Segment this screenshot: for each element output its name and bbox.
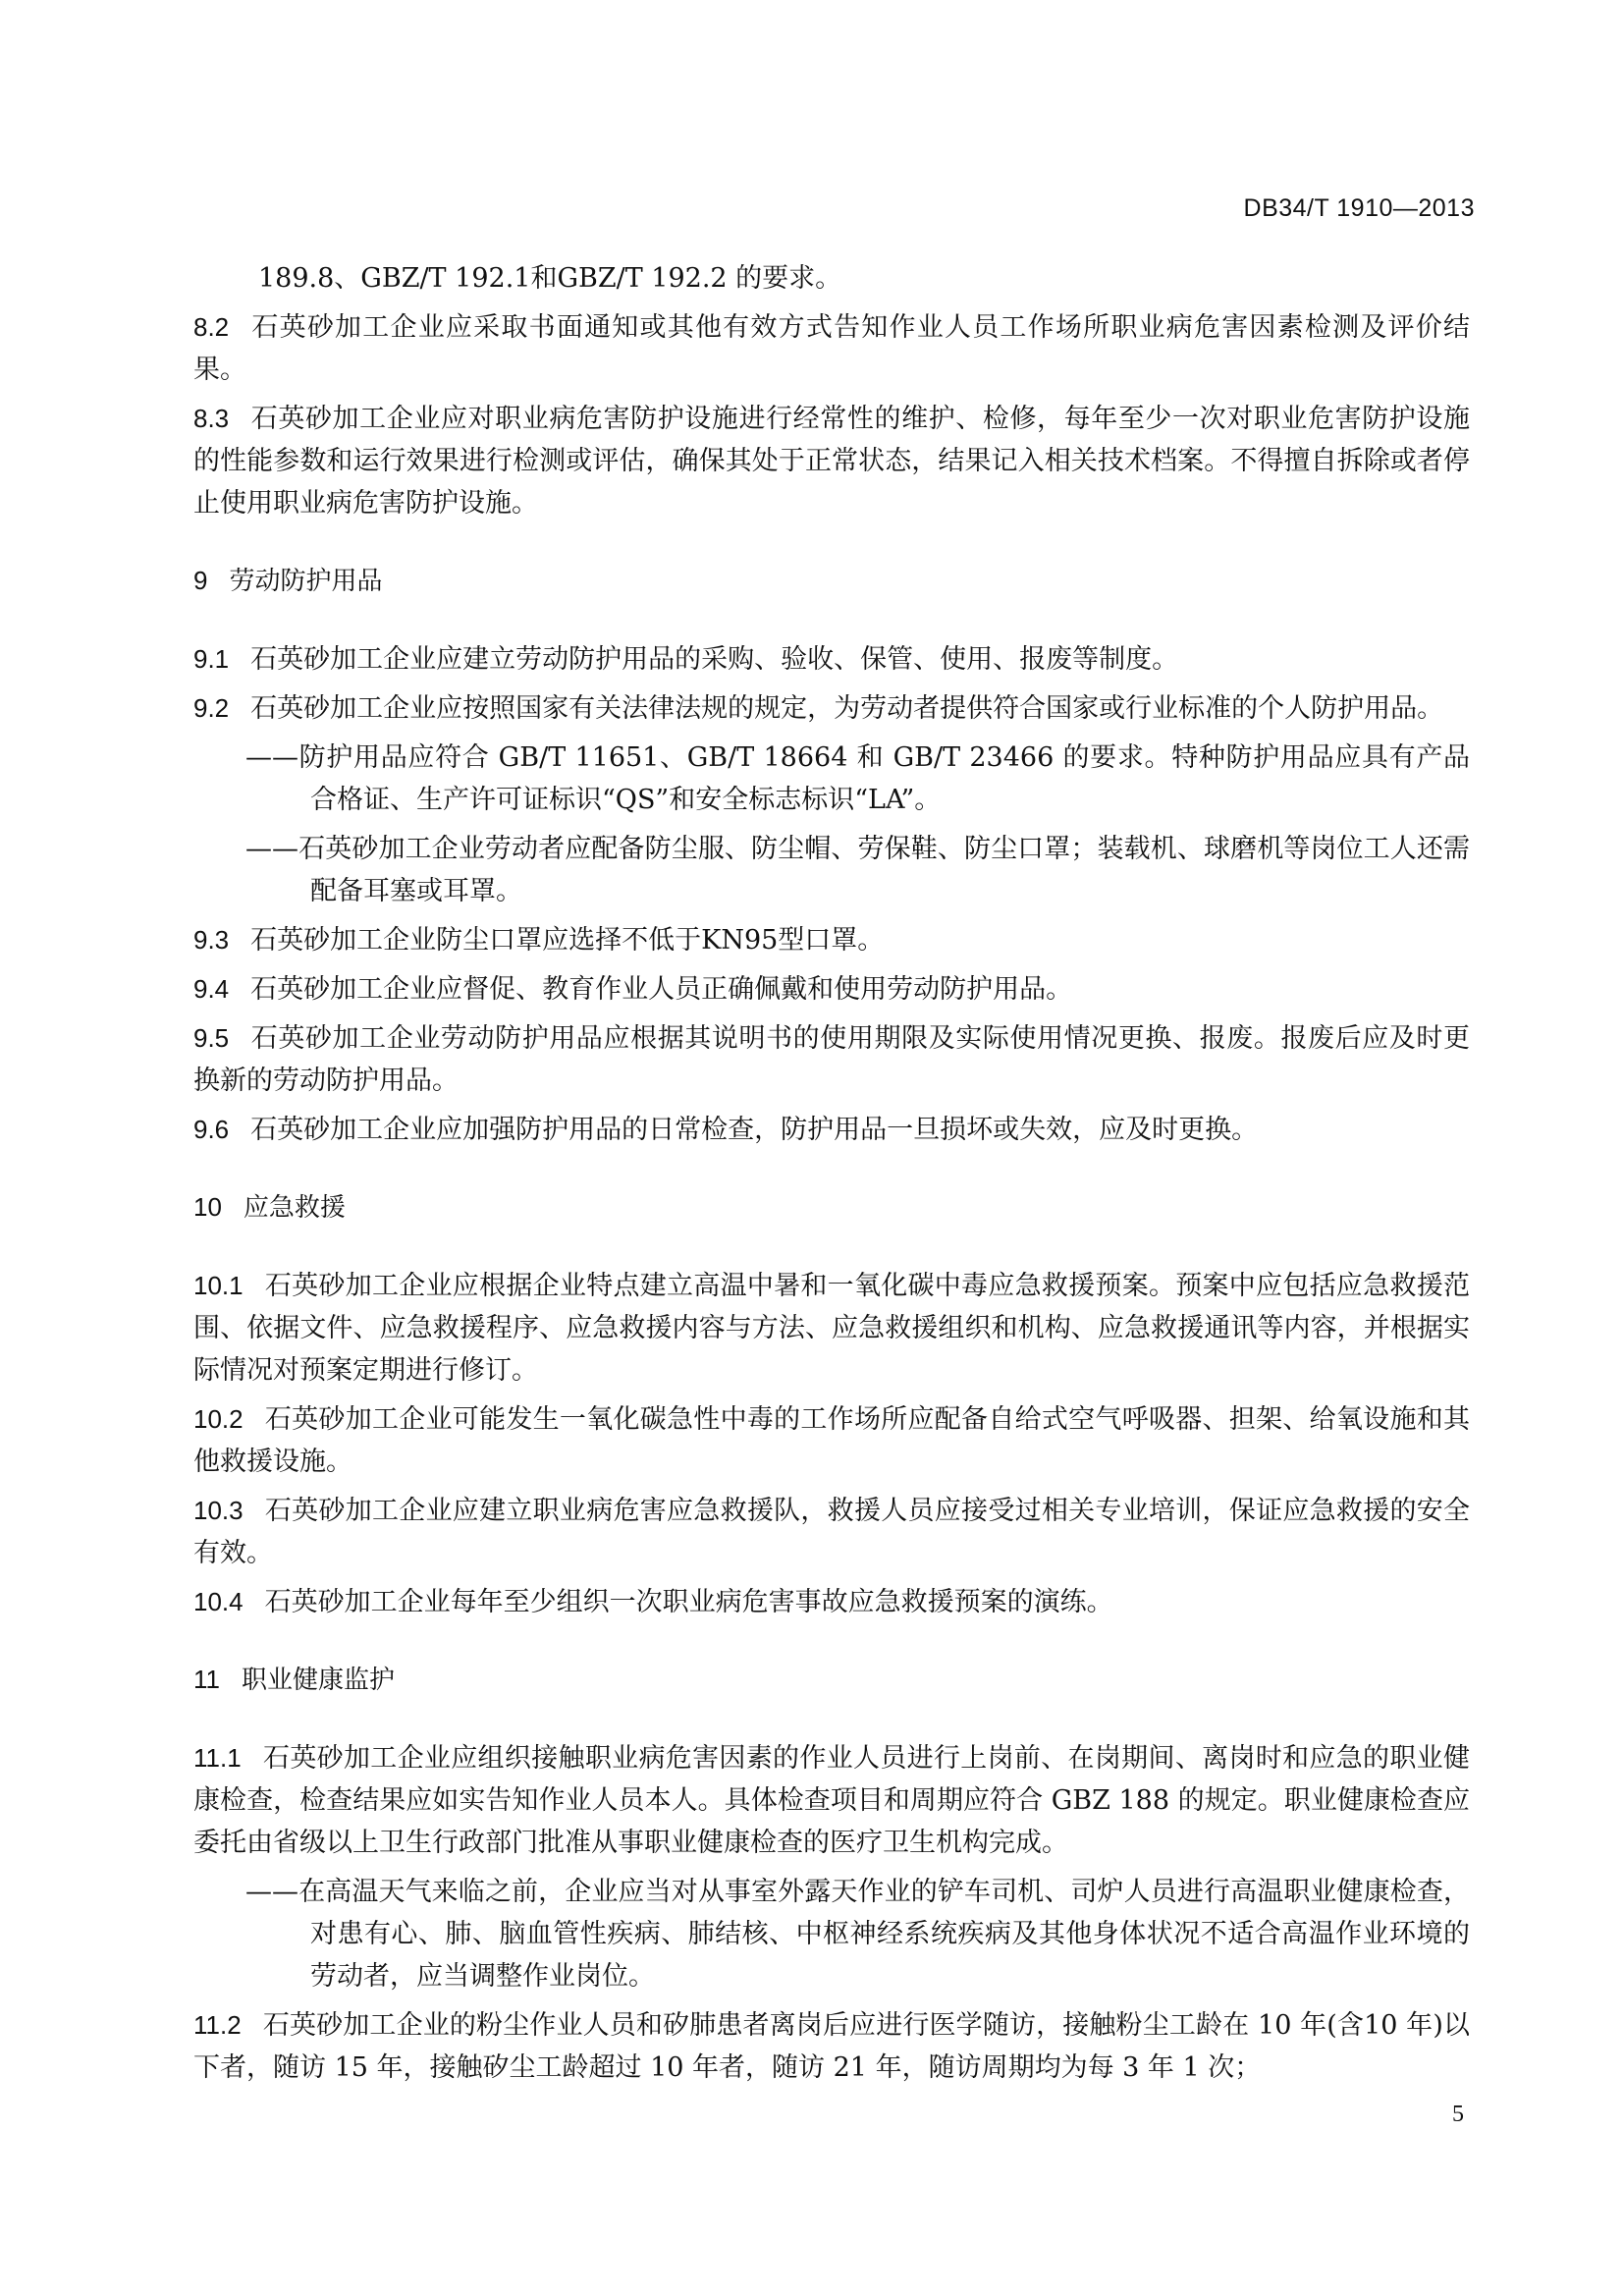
page-number: 5: [1452, 2102, 1464, 2127]
clause-number: 9.5: [193, 1023, 230, 1053]
clause-paragraph: [193, 1017, 1470, 1102]
document-body: [193, 257, 1470, 2096]
clause-text: 石英砂加工企业应组织接触职业病危害因素的作业人员进行上岗前、在岗期间、离岗时和应急的职业健康检查，检查结果应如实告知作业人员本人。具体检查项目和周期应符合 GBZ 188 的规定。职业健康检查应委托由省级以上卫生行政部门批准从事职业健康检查的医疗卫生机构完成。: [193, 1743, 1470, 1858]
clause-paragraph: [193, 919, 1470, 961]
clause-paragraph: [193, 1490, 1470, 1574]
clause-text: 石英砂加工企业应建立劳动防护用品的采购、验收、保管、使用、报废等制度。: [250, 644, 1179, 675]
section-title: 职业健康监护: [242, 1666, 396, 1695]
clause-number: 9.2: [193, 693, 230, 723]
continuation-line: 189.8、GBZ/T 192.1和GBZ/T 192.2 的要求。: [258, 263, 842, 294]
standard-code-header: DB34/T 1910—2013: [1243, 194, 1475, 222]
clause-number: 11.2: [193, 2010, 242, 2040]
clause-text: 石英砂加工企业防尘口罩应选择不低于KN95型口罩。: [250, 925, 885, 956]
clause-paragraph: [193, 687, 1470, 730]
clause-text: 石英砂加工企业应建立职业病危害应急救援队，救援人员应接受过相关专业培训，保证应急救援的安全有效。: [193, 1496, 1470, 1568]
clause-text: 石英砂加工企业应采取书面通知或其他有效方式告知作业人员工作场所职业病危害因素检测及评价结果。: [193, 312, 1470, 385]
clause-text: 石英砂加工企业应对职业病危害防护设施进行经常性的维护、检修，每年至少一次对职业危害防护设施的性能参数和运行效果进行检测或评估，确保其处于正常状态，结果记入相关技术档案。不得擅自拆除或者停止使用职业病危害防护设施。: [193, 404, 1470, 519]
section-title: 应急救援: [243, 1193, 346, 1223]
clause-paragraph: [193, 968, 1470, 1011]
clause-text: 石英砂加工企业应根据企业特点建立高温中暑和一氧化碳中毒应急救援预案。预案中应包括应急救援范围、依据文件、应急救援程序、应急救援内容与方法、应急救援组织和机构、应急救援通讯等内容，并根据实际情况对预案定期进行修订。: [193, 1271, 1470, 1386]
section-number: 10: [193, 1192, 222, 1222]
clause-paragraph: [193, 1581, 1470, 1623]
section-number: 11: [193, 1665, 220, 1694]
section-heading: [193, 1186, 1470, 1230]
list-item: ——防护用品应符合 GB/T 11651、GB/T 18664 和 GB/T 23466 的要求。特种防护用品应具有产品合格证、生产许可证标识“QS”和安全标志标识“LA”。: [245, 742, 1470, 815]
clause-paragraph: [193, 398, 1470, 524]
clause-text: 石英砂加工企业的粉尘作业人员和矽肺患者离岗后应进行医学随访，接触粉尘工龄在 10 年(含10 年)以下者，随访 15 年，接触矽尘工龄超过 10 年者，随访 21 年，随访周期均为每 3 年 1 次；: [193, 2010, 1470, 2083]
clause-text: 石英砂加工企业应督促、教育作业人员正确佩戴和使用劳动防护用品。: [250, 974, 1073, 1005]
section-heading: [193, 560, 1470, 603]
clause-text: 石英砂加工企业可能发生一氧化碳急性中毒的工作场所应配备自给式空气呼吸器、担架、给氧设施和其他救援设施。: [193, 1404, 1470, 1477]
section-heading: [193, 1659, 1470, 1702]
clause-number: 9.1: [193, 644, 230, 674]
clause-number: 10.1: [193, 1271, 243, 1300]
section-title: 劳动防护用品: [229, 567, 383, 596]
clause-number: 10.3: [193, 1496, 243, 1525]
clause-text: 石英砂加工企业应加强防护用品的日常检查，防护用品一旦损坏或失效，应及时更换。: [250, 1115, 1259, 1145]
clause-paragraph: [193, 306, 1470, 391]
clause-paragraph: [193, 1737, 1470, 1864]
clause-number: 9.3: [193, 925, 230, 955]
clause-number: 9.6: [193, 1115, 230, 1144]
clause-number: 10.2: [193, 1404, 243, 1434]
clause-paragraph: [193, 2004, 1470, 2089]
clause-number: 9.4: [193, 974, 230, 1004]
list-item: ——石英砂加工企业劳动者应配备防尘服、防尘帽、劳保鞋、防尘口罩；装载机、球磨机等岗位工人还需配备耳塞或耳罩。: [245, 834, 1470, 906]
clause-text: 石英砂加工企业劳动防护用品应根据其说明书的使用期限及实际使用情况更换、报废。报废后应及时更换新的劳动防护用品。: [193, 1023, 1470, 1096]
clause-paragraph: [193, 638, 1470, 681]
clause-number: 10.4: [193, 1587, 243, 1616]
clause-number: 11.1: [193, 1743, 242, 1773]
clause-number: 8.3: [193, 404, 230, 433]
clause-text: 石英砂加工企业应按照国家有关法律法规的规定，为劳动者提供符合国家或行业标准的个人防护用品。: [250, 693, 1444, 724]
clause-paragraph: [193, 1398, 1470, 1483]
list-item: ——在高温天气来临之前，企业应当对从事室外露天作业的铲车司机、司炉人员进行高温职业健康检查，对患有心、肺、脑血管性疾病、肺结核、中枢神经系统疾病及其他身体状况不适合高温作业环境的劳动者，应当调整作业岗位。: [245, 1877, 1470, 1992]
clause-number: 8.2: [193, 312, 230, 342]
clause-text: 石英砂加工企业每年至少组织一次职业病危害事故应急救援预案的演练。: [264, 1587, 1113, 1617]
clause-paragraph: [193, 1109, 1470, 1151]
section-number: 9: [193, 566, 208, 595]
clause-paragraph: [193, 1265, 1470, 1392]
